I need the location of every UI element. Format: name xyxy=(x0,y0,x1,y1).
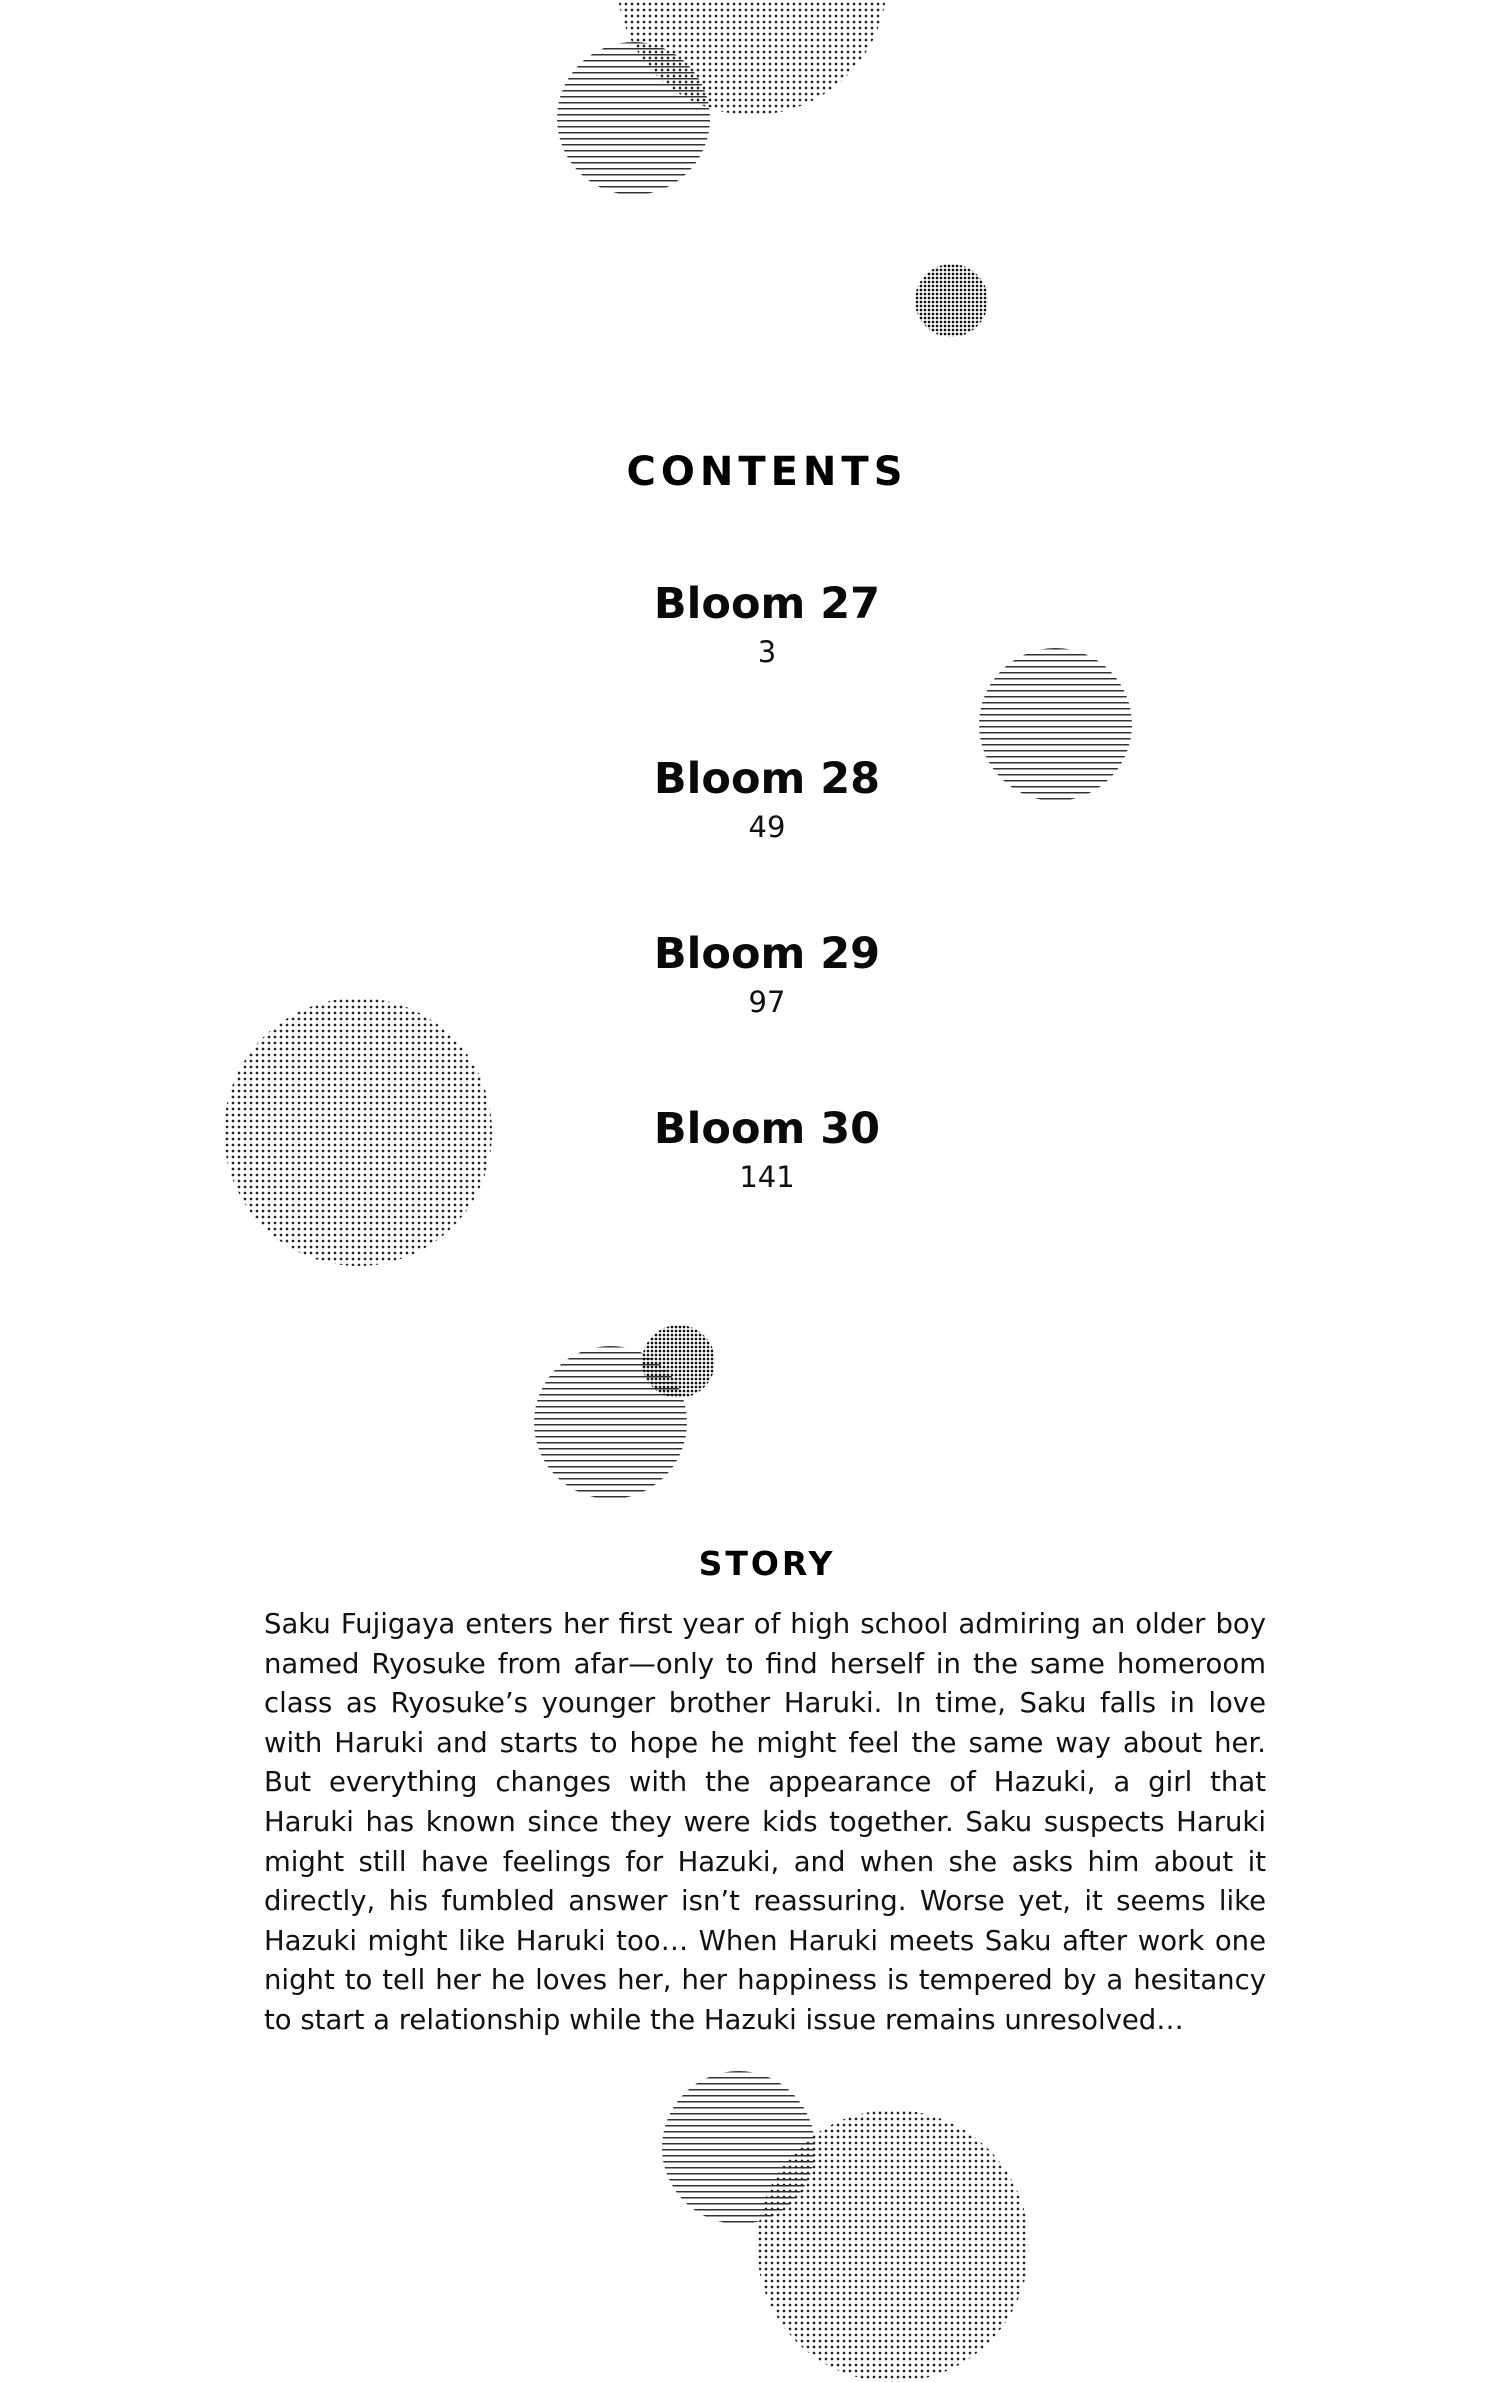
toc-entry-title: Bloom 29 xyxy=(653,929,881,979)
toc-entry-title: Bloom 30 xyxy=(653,1104,881,1154)
toc-entry[interactable] xyxy=(0,1101,1500,1276)
toc-entry[interactable] xyxy=(0,576,1500,751)
table-of-contents xyxy=(0,576,1500,1276)
toc-entry-page: 141 xyxy=(739,1160,795,1194)
toc-entry-title: Bloom 28 xyxy=(653,754,881,804)
decorative-small-dense-circle-middle xyxy=(642,1325,715,1398)
decorative-striped-circle-top xyxy=(557,42,710,195)
toc-entry[interactable] xyxy=(0,751,1500,926)
toc-entry-title: Bloom 27 xyxy=(653,579,881,629)
toc-entry-page: 97 xyxy=(748,985,786,1019)
decorative-small-dense-circle xyxy=(915,264,988,337)
toc-entry-page: 49 xyxy=(748,810,786,844)
story-heading: STORY xyxy=(698,1544,836,1583)
toc-entry-page: 3 xyxy=(757,635,777,669)
contents-heading: CONTENTS xyxy=(626,449,908,495)
story-synopsis: Saku Fujigaya enters her first year of high school admiring an older boy named Ryosuke from afar—only to find herself in the same homeroom class as Ryosuke’s younger brother Haruki. In time, Saku falls in love with Haruki and starts to hope he might feel the same way about her. But everything changes with the appearance of Hazuki, a girl that Haruki has known since they were kids together. Saku suspects Haruki might still have feelings for Hazuki, and when she asks him about it directly, his fumbled answer isn’t reassuring. Worse yet, it seems like Hazuki might like Haruki too… When Haruki meets Saku after work one night to tell her he loves her, her happiness is tempered by a hesitancy to start a relationship while the Hazuki issue remains unresolved… xyxy=(264,1608,1266,2036)
decorative-dot-circle-bottom xyxy=(757,2110,1029,2382)
toc-entry[interactable] xyxy=(0,926,1500,1101)
